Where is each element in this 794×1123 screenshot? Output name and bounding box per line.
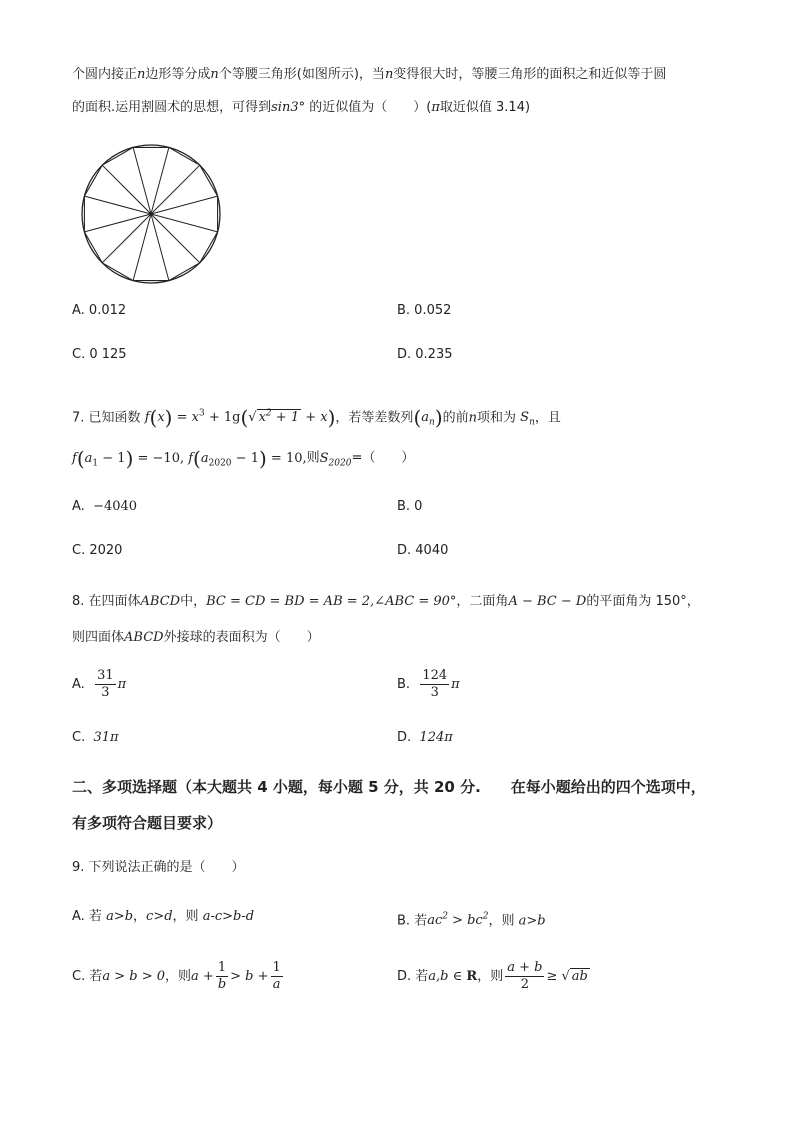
option-value: −4040 [93,499,138,514]
q6-intro-line2 [72,98,530,118]
q6-option-d[interactable] [397,345,453,365]
text-seg: ，则 [172,909,203,924]
tetrahedron-name: ABCD [140,594,181,609]
math-expr: > b + [230,969,269,984]
section2-heading-line1: 二、多项选择题（本大题共 4 小题，每小题 5 分，共 20 分. 在每小题给出的四个选项中， [72,778,706,796]
q8-option-b[interactable] [397,668,460,701]
text-seg: 取近似值 3.14) [439,100,531,115]
math: c>d [146,909,173,924]
math: a>b [518,913,546,929]
option-label: C. [72,730,86,745]
pi-symbol: π [117,677,127,692]
spoke-line [151,214,218,232]
text-seg: ，则 [165,969,192,984]
text-seg: ，二面角 [456,594,509,609]
spoke-line [151,165,200,214]
q8-option-c[interactable] [72,728,119,748]
q9-option-a[interactable] [72,907,254,927]
text-seg: D. 若 [397,969,429,984]
text-seg: 8. 在四面体 [72,594,141,609]
spoke-line [133,214,151,281]
text-seg: =（ ） [351,450,415,466]
q7-option-d[interactable] [397,541,448,561]
option-label: A. [72,677,85,692]
text-seg: 中， [180,594,207,609]
text-seg: ，且 [534,410,561,426]
option-text: C. 2020 [72,543,123,558]
text-seg: 的平面角为 150°， [586,594,700,609]
real-set: R [466,969,478,984]
q6-option-c[interactable] [72,345,127,365]
option-label: B. [397,677,411,692]
section2-heading-line2: 有多项符合题目要求） [72,814,223,832]
fraction: $\frac{a + b}{2}$ [507,960,543,992]
spoke-line [151,147,169,214]
inscribed-polygon-figure [80,143,222,285]
numerator: 124 [422,668,448,683]
q7-stem-line2 [72,448,414,473]
math: a > b > 0 [102,969,166,984]
math-expr: ≥ √ ab [546,969,588,984]
text-seg: 的面积.运用割圆术的思想，可得到 [72,100,272,115]
numerator: 31 [97,668,114,683]
text-seg: A. 若 [72,909,107,924]
q8-option-d[interactable] [397,728,453,748]
option-text: D. 4040 [397,543,449,558]
dihedral-angle: A − BC − D [508,594,587,609]
sum-sn: $S_n$ [520,410,535,428]
q7-condition: $f(a_1 - 1) = -10$, $f(a_{2020} - 1) = 10$, [72,446,307,470]
tetrahedron-name: ABCD [124,630,164,645]
center-spokes [84,147,217,280]
pi-symbol: π [431,100,440,115]
seq-an: $(a_n)$ [413,405,443,430]
spoke-line [84,196,151,214]
math: a-c>b-d [202,909,255,924]
denominator: 3 [101,685,110,700]
text-seg: 边形等分成 [145,67,211,82]
math-expr: a + [191,969,214,984]
fraction [420,668,449,701]
option-label: D. [397,730,412,745]
q7-option-a[interactable] [72,497,137,517]
option-label: A. [72,499,85,514]
text-seg: C. 若 [72,969,103,984]
var-n: n [468,410,478,426]
q9-option-d[interactable] [397,960,590,993]
q9-option-b[interactable] [397,907,546,931]
q6-option-b[interactable] [397,301,451,321]
spoke-line [102,165,151,214]
q8-stem-line2 [72,628,320,648]
text-seg: 则 [306,450,320,466]
option-text: C. 0 125 [72,347,127,362]
text-seg: ，则 [477,969,504,984]
text-seg: ， [133,909,147,924]
text-seg: 变得很大时，等腰三角形的面积之和近似等于圆 [393,67,667,82]
sin3-expr: sin3° [271,100,306,115]
text-seg: B. 若 [397,913,428,929]
q7-option-c[interactable] [72,541,122,561]
text-seg: 外接球的表面积为（ ） [163,630,320,645]
spoke-line [151,214,200,263]
fraction: $\frac{1}{a}$ [272,960,281,992]
fraction: $\frac{1}{b}$ [217,960,227,992]
math: a>b [106,909,134,924]
var-n: n [210,67,219,82]
option-value: 31π [93,730,119,745]
spoke-line [84,214,151,232]
option-text: B. 0.052 [397,303,452,318]
q6-option-a[interactable] [72,301,126,321]
text-seg: 的近似值为（ ）( [305,100,432,115]
text-seg: ，则 [488,913,519,929]
spoke-line [151,196,218,214]
text-seg: ，若等差数列 [335,410,414,426]
var-n: n [384,67,394,82]
q8-stem-line1 [72,592,700,612]
text-seg: 个等腰三角形(如图所示)，当 [218,67,385,82]
var-n: n [137,67,146,82]
option-value: 124π [419,730,453,745]
q8-option-a[interactable] [72,668,126,701]
spoke-line [102,214,151,263]
denominator: 3 [430,685,439,700]
math: a,b ∈ [428,969,467,984]
text-seg: 的前 [442,410,469,426]
fraction [95,668,116,701]
math-inequality: $ac^2 > bc^2$ [427,912,489,929]
q6-intro-line1 [72,65,666,85]
q8-condition: BC = CD = BD = AB = 2,∠ABC = 90° [206,594,457,609]
option-text: B. 0 [397,499,423,514]
q9-stem: 9. 下列说法正确的是（ ） [72,860,245,875]
spoke-line [133,147,151,214]
pi-symbol: π [451,677,460,692]
q9-option-c[interactable] [72,960,285,993]
q7-function-def: $f(x) = x^3 + 1g(√$ $x^2 + 1 + x$) [144,405,336,430]
s2020: $S_{2020}$ [319,450,352,469]
text-seg: 个圆内接正 [72,67,138,82]
option-text: A. 0.012 [72,303,127,318]
text-seg: 则四面体 [72,630,125,645]
spoke-line [151,214,169,281]
option-text: D. 0.235 [397,347,453,362]
q7-stem-line1 [72,404,561,433]
text-seg: 项和为 [477,410,517,426]
q7-option-b[interactable] [397,497,422,517]
text-seg: 7. 已知函数 [72,410,141,426]
